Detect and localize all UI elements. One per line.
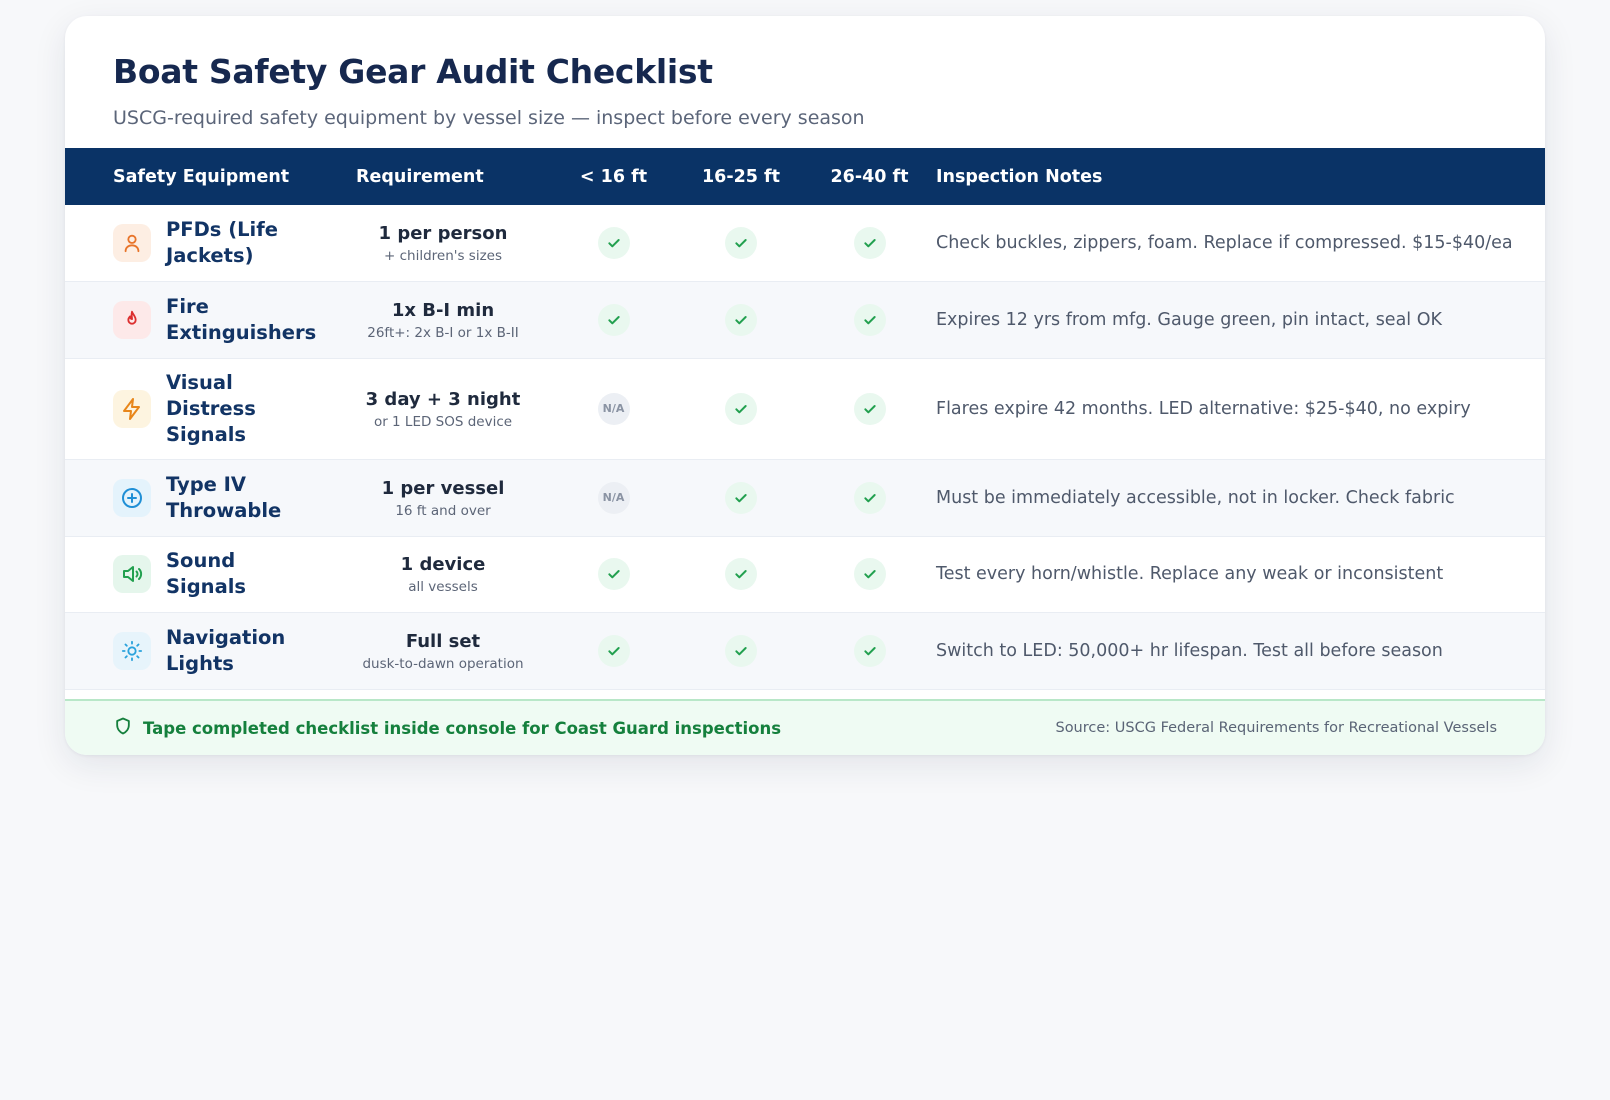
check-icon [725, 558, 757, 590]
requirement-cell [348, 536, 548, 612]
check-icon [598, 635, 630, 667]
speaker-icon [113, 555, 151, 593]
equipment-cell [65, 612, 348, 689]
equipment-name: Type IV Throwable [166, 472, 282, 522]
requirement-cell [348, 612, 548, 689]
inspection-note: Test every horn/whistle. Replace any weak or inconsistent [936, 564, 1444, 584]
requirement-detail: dusk-to-dawn operation [362, 655, 524, 672]
equipment-cell [65, 358, 348, 459]
lightning-icon [113, 390, 151, 428]
requirement-cell [348, 459, 548, 536]
requirement-detail: 16 ft and over [395, 502, 491, 519]
equipment-name: Sound Signals [166, 549, 247, 598]
check-icon [725, 304, 757, 336]
size-cell-under-16ft [548, 459, 679, 536]
page-subtitle: USCG-required safety equipment by vessel size — inspect before every season [113, 107, 865, 129]
size-cell-under-16ft [548, 358, 679, 459]
page-title: Boat Safety Gear Audit Checklist [113, 52, 713, 91]
size-cell-26-40ft [803, 358, 936, 459]
check-icon [725, 227, 757, 259]
shield-icon [113, 716, 133, 740]
flame-icon [113, 301, 151, 339]
equipment-cell [65, 281, 348, 358]
column-header-requirement: Requirement [356, 166, 484, 187]
size-cell-26-40ft [803, 536, 936, 612]
requirement-detail: or 1 LED SOS device [373, 413, 513, 430]
audit-table [65, 148, 1545, 690]
footer-note-group [113, 716, 781, 740]
table-row [65, 281, 1545, 358]
equipment-cell [65, 536, 348, 612]
requirement-detail: 26ft+: 2x B-I or 1x B-II [367, 324, 519, 341]
inspection-note: Expires 12 yrs from mfg. Gauge green, pin intact, seal OK [936, 309, 1442, 330]
table-header-row [65, 148, 1545, 205]
requirement-detail: all vessels [408, 579, 478, 595]
size-cell-26-40ft [803, 459, 936, 536]
size-cell-under-16ft [548, 612, 679, 689]
size-cell-16-25ft [679, 281, 803, 358]
check-icon [854, 635, 886, 667]
requirement-cell [348, 281, 548, 358]
equipment-name: Fire Extinguishers [166, 294, 317, 344]
size-cell-26-40ft [803, 281, 936, 358]
equipment-cell [65, 459, 348, 536]
requirement-cell [348, 358, 548, 459]
size-cell-16-25ft [679, 358, 803, 459]
column-header-26-40ft: 26-40 ft [830, 166, 909, 187]
not-applicable-badge: N/A [598, 482, 630, 514]
size-cell-26-40ft [803, 205, 936, 281]
check-icon [725, 635, 757, 667]
table-body [65, 205, 1545, 689]
requirement-main: 1x B-I min [391, 299, 495, 321]
inspection-note: Switch to LED: 50,000+ hr lifespan. Test all before season [936, 640, 1443, 661]
size-cell-16-25ft [679, 536, 803, 612]
equipment-name: Visual Distress Signals [166, 370, 256, 446]
check-icon [725, 482, 757, 514]
size-cell-under-16ft [548, 281, 679, 358]
size-cell-16-25ft [679, 205, 803, 281]
card-header [113, 52, 1497, 129]
check-icon [854, 393, 886, 425]
table-row [65, 358, 1545, 459]
footer-source: Source: USCG Federal Requirements for Recreational Vessels [1055, 720, 1497, 736]
requirement-main: 1 device [400, 554, 486, 575]
footer-banner [65, 699, 1545, 755]
equipment-name: Navigation Lights [166, 625, 286, 675]
requirement-main: 1 per person [378, 222, 508, 244]
equipment-name: PFDs (Life Jackets) [166, 217, 278, 267]
checklist-card [65, 16, 1545, 755]
sun-icon [113, 632, 151, 670]
requirement-main: Full set [405, 630, 481, 652]
check-icon [598, 558, 630, 590]
table-row [65, 612, 1545, 689]
column-header-16-25ft: 16-25 ft [701, 166, 781, 187]
not-applicable-badge: N/A [598, 393, 630, 425]
check-icon [598, 304, 630, 336]
footer-note: Tape completed checklist inside console for Coast Guard inspections [143, 718, 782, 738]
equipment-cell [65, 205, 348, 281]
size-cell-under-16ft [548, 536, 679, 612]
column-header-under-16ft: < 16 ft [579, 166, 648, 187]
table-row [65, 459, 1545, 536]
requirement-main: 3 day + 3 night [365, 388, 521, 410]
requirement-cell [348, 205, 548, 281]
column-header-notes: Inspection Notes [936, 166, 1103, 187]
size-cell-16-25ft [679, 612, 803, 689]
inspection-note: Flares expire 42 months. LED alternative: $25-$40, no expiry [936, 398, 1471, 419]
check-icon [854, 227, 886, 259]
column-header-equipment: Safety Equipment [113, 166, 290, 187]
size-cell-26-40ft [803, 612, 936, 689]
plus-circle-icon [113, 479, 151, 517]
table-row [65, 205, 1545, 281]
requirement-main: 1 per vessel [381, 477, 505, 499]
inspection-note: Check buckles, zippers, foam. Replace if compressed. $15-$40/ea [936, 232, 1513, 253]
check-icon [725, 393, 757, 425]
check-icon [854, 482, 886, 514]
check-icon [854, 558, 886, 590]
size-cell-under-16ft [548, 205, 679, 281]
table-row [65, 536, 1545, 612]
requirement-detail: + children's sizes [383, 247, 502, 264]
inspection-note: Must be immediately accessible, not in locker. Check fabric [936, 487, 1455, 508]
person-icon [113, 224, 151, 262]
size-cell-16-25ft [679, 459, 803, 536]
check-icon [598, 227, 630, 259]
check-icon [854, 304, 886, 336]
